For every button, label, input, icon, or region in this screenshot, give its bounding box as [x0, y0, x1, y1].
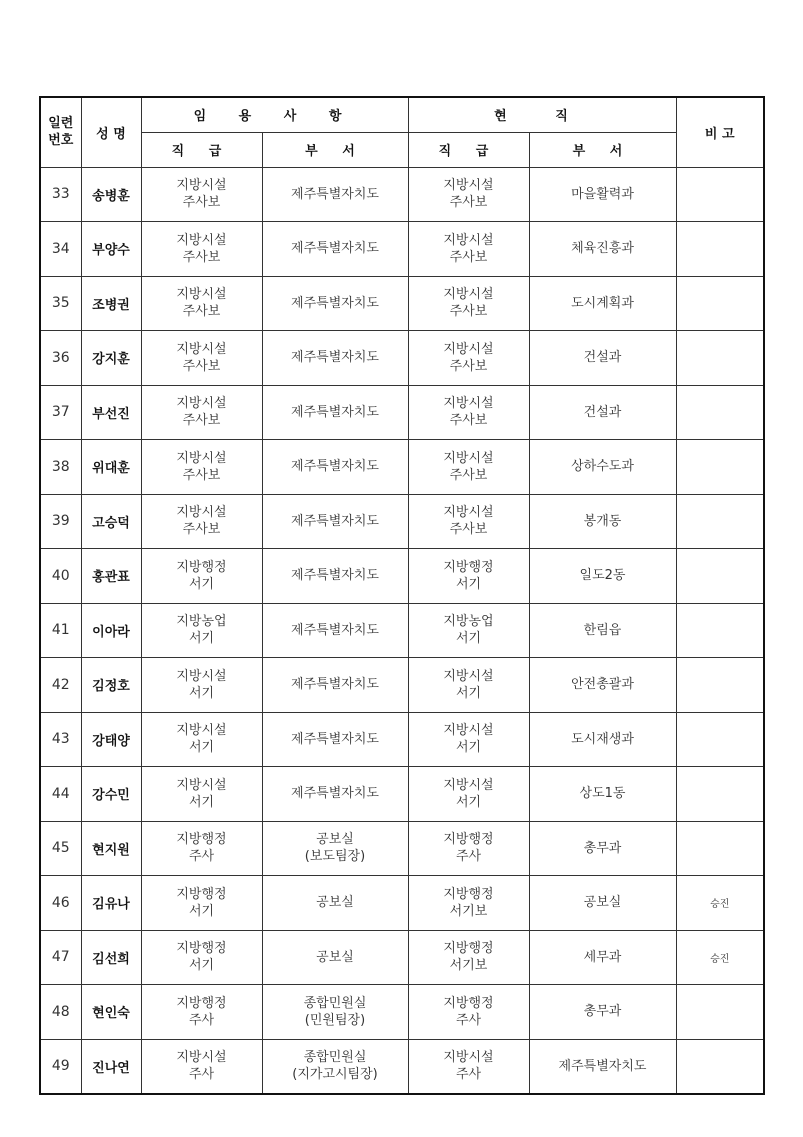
current-dept: [529, 167, 676, 222]
appointment-dept: [262, 167, 408, 222]
header-current-dept: 부 서: [529, 132, 676, 167]
person-name: 강지훈: [81, 331, 141, 386]
appointment-dept: [262, 331, 408, 386]
appointment-dept-line: (보도팀장): [304, 849, 366, 865]
appointment-rank: [141, 1039, 262, 1094]
current-dept: [529, 930, 676, 985]
appointment-rank-line: 주사: [188, 1012, 215, 1028]
serial-number: 41: [40, 603, 81, 658]
current-dept-line: 체육진흥과: [571, 241, 634, 257]
person-name: 현지원: [81, 821, 141, 876]
table-row: [40, 549, 764, 604]
appointment-rank-line: 주사보: [182, 304, 221, 320]
appointment-dept: [262, 440, 408, 495]
current-dept-line: 봉개동: [583, 513, 622, 529]
appointment-rank-line: 지방시설: [176, 723, 227, 739]
appointment-dept: [262, 930, 408, 985]
remarks: [676, 712, 764, 767]
current-rank: [408, 985, 529, 1040]
person-name: 부선진: [81, 385, 141, 440]
person-name: 강수민: [81, 767, 141, 822]
appointment-rank-line: 지방시설: [176, 341, 227, 357]
serial-number: 42: [40, 658, 81, 713]
current-dept: [529, 658, 676, 713]
person-name: 진나연: [81, 1039, 141, 1094]
current-rank: [408, 167, 529, 222]
appointment-dept: [262, 385, 408, 440]
table-row: [40, 440, 764, 495]
current-rank-line: 주사보: [449, 249, 488, 265]
appointment-dept: [262, 222, 408, 277]
remarks: [676, 331, 764, 386]
current-rank-line: 주사보: [449, 358, 488, 374]
serial-number: 38: [40, 440, 81, 495]
current-rank-line: 주사: [455, 1067, 482, 1082]
current-rank-line: 주사보: [449, 522, 488, 538]
remarks: [676, 494, 764, 549]
appointment-rank: [141, 331, 262, 386]
appointment-rank: [141, 658, 262, 713]
current-rank: [408, 876, 529, 931]
serial-number: 35: [40, 276, 81, 331]
current-dept-line: 도시재생과: [571, 731, 634, 747]
header-serial: 일련 번호: [40, 97, 81, 167]
appointment-rank-line: 지방시설: [176, 777, 227, 793]
current-rank-line: 지방행정: [443, 559, 494, 575]
current-rank-line: 지방행정: [443, 886, 494, 902]
appointment-dept: [262, 1039, 408, 1094]
current-rank-line: 서기: [455, 576, 482, 592]
current-dept: [529, 821, 676, 876]
appointment-rank-line: 서기: [188, 903, 215, 919]
serial-number: 36: [40, 331, 81, 386]
table-row: [40, 603, 764, 658]
appointment-dept-line: 제주특별자치도: [291, 568, 379, 584]
current-rank: [408, 549, 529, 604]
appointment-dept: [262, 276, 408, 331]
table-row: [40, 821, 764, 876]
current-rank-line: 지방행정: [443, 995, 494, 1011]
appointment-dept-line: 제주특별자치도: [291, 459, 379, 475]
header-current-rank: 직 급: [408, 132, 529, 167]
appointment-dept-line: 제주특별자치도: [291, 786, 379, 802]
current-dept: [529, 331, 676, 386]
appointment-dept-line: 제주특별자치도: [291, 186, 379, 202]
appointment-rank-line: 지방행정: [176, 995, 227, 1011]
appointment-rank: [141, 222, 262, 277]
appointment-rank: [141, 821, 262, 876]
header-appointment-rank: 직 급: [141, 132, 262, 167]
header-name: 성 명: [81, 97, 141, 167]
appointment-dept-line: (민원팀장): [304, 1012, 366, 1028]
current-rank-line: 지방시설: [443, 178, 494, 194]
appointment-rank-line: 지방행정: [176, 886, 227, 902]
header-remarks: 비 고: [676, 97, 764, 167]
serial-number: 33: [40, 167, 81, 222]
person-name: 현인숙: [81, 985, 141, 1040]
current-dept-line: 안전총괄과: [571, 677, 634, 693]
serial-number: 46: [40, 876, 81, 931]
appointment-rank: [141, 385, 262, 440]
current-rank-line: 주사보: [449, 195, 488, 211]
current-dept: [529, 712, 676, 767]
current-rank-line: 주사보: [449, 304, 488, 320]
remarks: [676, 440, 764, 495]
serial-number: 40: [40, 549, 81, 604]
appointment-dept-line: 제주특별자치도: [291, 404, 379, 420]
appointment-rank: [141, 167, 262, 222]
current-rank-line: 주사: [455, 849, 482, 865]
table-row: [40, 167, 764, 222]
current-rank-line: 주사: [455, 1012, 482, 1028]
table-row: [40, 494, 764, 549]
appointment-dept-line: 제주특별자치도: [291, 513, 379, 529]
serial-number: 39: [40, 494, 81, 549]
current-rank-line: 서기보: [449, 903, 488, 919]
remarks: [676, 603, 764, 658]
remarks: 승진: [676, 876, 764, 931]
current-rank: [408, 712, 529, 767]
appointment-rank-line: 지방시설: [176, 396, 227, 412]
table-row: [40, 276, 764, 331]
appointment-dept-line: (지가고시팀장): [292, 1067, 378, 1082]
current-rank-line: 서기: [455, 740, 482, 756]
header-appointment-dept: 부 서: [262, 132, 408, 167]
appointment-rank-line: 서기: [188, 740, 215, 756]
personnel-table: [39, 96, 765, 1095]
current-dept: [529, 985, 676, 1040]
current-rank: [408, 1039, 529, 1094]
current-dept-line: 상도1동: [579, 786, 626, 802]
appointment-rank: [141, 276, 262, 331]
appointment-rank-line: 주사보: [182, 249, 221, 265]
current-rank: [408, 603, 529, 658]
current-rank: [408, 440, 529, 495]
current-dept: [529, 385, 676, 440]
current-dept: [529, 767, 676, 822]
current-dept-line: 총무과: [583, 840, 622, 856]
appointment-rank-line: 지방시설: [176, 450, 227, 466]
appointment-rank-line: 지방행정: [176, 559, 227, 575]
current-dept: [529, 276, 676, 331]
current-dept: [529, 549, 676, 604]
current-dept-line: 도시계획과: [571, 295, 634, 311]
current-dept: [529, 603, 676, 658]
appointment-rank-line: 지방시설: [176, 1050, 227, 1065]
remarks: [676, 985, 764, 1040]
current-rank: [408, 767, 529, 822]
current-rank-line: 서기: [455, 685, 482, 701]
current-rank-line: 서기: [455, 631, 482, 647]
remarks: [676, 767, 764, 822]
current-rank: [408, 331, 529, 386]
appointment-dept-line: 종합민원실: [303, 1050, 367, 1065]
current-rank: [408, 276, 529, 331]
appointment-dept: [262, 767, 408, 822]
person-name: 김정호: [81, 658, 141, 713]
person-name: 송병훈: [81, 167, 141, 222]
table-row: [40, 985, 764, 1040]
appointment-rank-line: 지방시설: [176, 232, 227, 248]
current-rank-line: 지방시설: [443, 777, 494, 793]
appointment-dept: [262, 494, 408, 549]
header-current: 현 직: [408, 97, 676, 132]
person-name: 조병권: [81, 276, 141, 331]
appointment-rank-line: 지방시설: [176, 287, 227, 303]
current-dept-line: 한림읍: [583, 622, 622, 638]
appointment-rank: [141, 494, 262, 549]
appointment-rank: [141, 876, 262, 931]
appointment-dept: [262, 821, 408, 876]
appointment-rank-line: 지방행정: [176, 832, 227, 848]
appointment-rank-line: 서기: [188, 685, 215, 701]
current-rank-line: 지방시설: [443, 723, 494, 739]
remarks: 승진: [676, 930, 764, 985]
appointment-dept-line: 제주특별자치도: [291, 295, 379, 311]
current-dept: [529, 440, 676, 495]
current-rank-line: 지방시설: [443, 668, 494, 684]
table-row: [40, 222, 764, 277]
serial-number: 37: [40, 385, 81, 440]
appointment-rank-line: 주사보: [182, 195, 221, 211]
current-rank: [408, 385, 529, 440]
table-row: [40, 876, 764, 931]
appointment-rank: [141, 930, 262, 985]
person-name: 김선희: [81, 930, 141, 985]
appointment-rank-line: 주사보: [182, 467, 221, 483]
person-name: 홍관표: [81, 549, 141, 604]
appointment-dept-line: 종합민원실: [303, 995, 367, 1011]
appointment-rank-line: 서기: [188, 631, 215, 647]
appointment-dept: [262, 712, 408, 767]
person-name: 부양수: [81, 222, 141, 277]
appointment-rank-line: 주사보: [182, 413, 221, 429]
current-dept: [529, 876, 676, 931]
appointment-rank-line: 지방시설: [176, 178, 227, 194]
current-dept-line: 상하수도과: [571, 459, 634, 475]
remarks: [676, 276, 764, 331]
current-dept: [529, 1039, 676, 1094]
appointment-dept-line: 제주특별자치도: [291, 622, 379, 638]
appointment-dept-line: 제주특별자치도: [291, 677, 379, 693]
current-dept-line: 건설과: [583, 350, 622, 366]
current-dept-line: 일도2동: [579, 568, 626, 584]
appointment-rank-line: 지방시설: [176, 505, 227, 521]
appointment-dept-line: 제주특별자치도: [291, 731, 379, 747]
current-dept-line: 제주특별자치도: [558, 1058, 647, 1074]
table-row: [40, 1039, 764, 1094]
table-row: [40, 331, 764, 386]
current-dept-line: 총무과: [583, 1004, 622, 1020]
remarks: [676, 658, 764, 713]
appointment-rank-line: 주사: [188, 849, 215, 865]
person-name: 이아라: [81, 603, 141, 658]
appointment-rank: [141, 603, 262, 658]
table-row: [40, 712, 764, 767]
table-body: [40, 167, 764, 1094]
current-rank-line: 지방농업: [443, 614, 494, 630]
current-rank-line: 지방행정: [443, 941, 494, 957]
appointment-dept-line: 제주특별자치도: [291, 241, 379, 257]
appointment-rank: [141, 985, 262, 1040]
table-row: [40, 658, 764, 713]
header-appointment: 임 용 사 항: [141, 97, 408, 132]
current-rank-line: 서기보: [449, 958, 488, 974]
table-row: [40, 385, 764, 440]
appointment-dept-line: 제주특별자치도: [291, 350, 379, 366]
appointment-rank: [141, 549, 262, 604]
current-rank: [408, 222, 529, 277]
appointment-dept: [262, 985, 408, 1040]
appointment-rank-line: 서기: [188, 794, 215, 810]
appointment-rank-line: 서기: [188, 576, 215, 592]
serial-number: 48: [40, 985, 81, 1040]
current-rank-line: 주사보: [449, 413, 488, 429]
current-rank: [408, 930, 529, 985]
current-rank-line: 지방시설: [443, 396, 494, 412]
appointment-dept-line: 공보실: [316, 832, 354, 848]
serial-number: 45: [40, 821, 81, 876]
current-rank-line: 지방행정: [443, 832, 494, 848]
appointment-rank-line: 지방행정: [176, 941, 227, 957]
current-rank-line: 지방시설: [443, 1050, 494, 1065]
appointment-dept-line: 공보실: [316, 949, 354, 965]
current-rank-line: 주사보: [449, 467, 488, 483]
remarks: [676, 385, 764, 440]
appointment-rank-line: 주사보: [182, 522, 221, 538]
appointment-rank: [141, 440, 262, 495]
appointment-dept: [262, 876, 408, 931]
current-rank-line: 지방시설: [443, 341, 494, 357]
remarks: [676, 821, 764, 876]
remarks: [676, 549, 764, 604]
person-name: 강태양: [81, 712, 141, 767]
current-rank-line: 지방시설: [443, 505, 494, 521]
table-header: [40, 97, 764, 167]
remarks: [676, 222, 764, 277]
serial-number: 49: [40, 1039, 81, 1094]
serial-number: 44: [40, 767, 81, 822]
current-rank-line: 지방시설: [443, 287, 494, 303]
serial-number: 34: [40, 222, 81, 277]
current-dept-line: 세무과: [583, 949, 622, 965]
current-rank-line: 지방시설: [443, 450, 494, 466]
appointment-rank: [141, 712, 262, 767]
current-rank: [408, 494, 529, 549]
appointment-rank-line: 지방농업: [176, 614, 227, 630]
appointment-dept: [262, 603, 408, 658]
remarks: [676, 1039, 764, 1094]
serial-number: 43: [40, 712, 81, 767]
appointment-rank-line: 서기: [188, 958, 215, 974]
current-rank-line: 지방시설: [443, 232, 494, 248]
current-rank: [408, 658, 529, 713]
current-dept: [529, 222, 676, 277]
appointment-dept: [262, 658, 408, 713]
current-rank-line: 서기: [455, 794, 482, 810]
person-name: 김유나: [81, 876, 141, 931]
person-name: 고승덕: [81, 494, 141, 549]
appointment-rank-line: 주사보: [182, 358, 221, 374]
current-dept: [529, 494, 676, 549]
current-rank: [408, 821, 529, 876]
appointment-rank-line: 지방시설: [176, 668, 227, 684]
appointment-dept: [262, 549, 408, 604]
current-dept-line: 공보실: [583, 895, 622, 911]
table-row: [40, 767, 764, 822]
remarks: [676, 167, 764, 222]
appointment-rank: [141, 767, 262, 822]
current-dept-line: 건설과: [583, 404, 622, 420]
current-dept-line: 마을활력과: [571, 186, 634, 202]
person-name: 위대훈: [81, 440, 141, 495]
appointment-rank-line: 주사: [188, 1067, 215, 1082]
appointment-dept-line: 공보실: [316, 895, 354, 911]
serial-number: 47: [40, 930, 81, 985]
table-row: [40, 930, 764, 985]
